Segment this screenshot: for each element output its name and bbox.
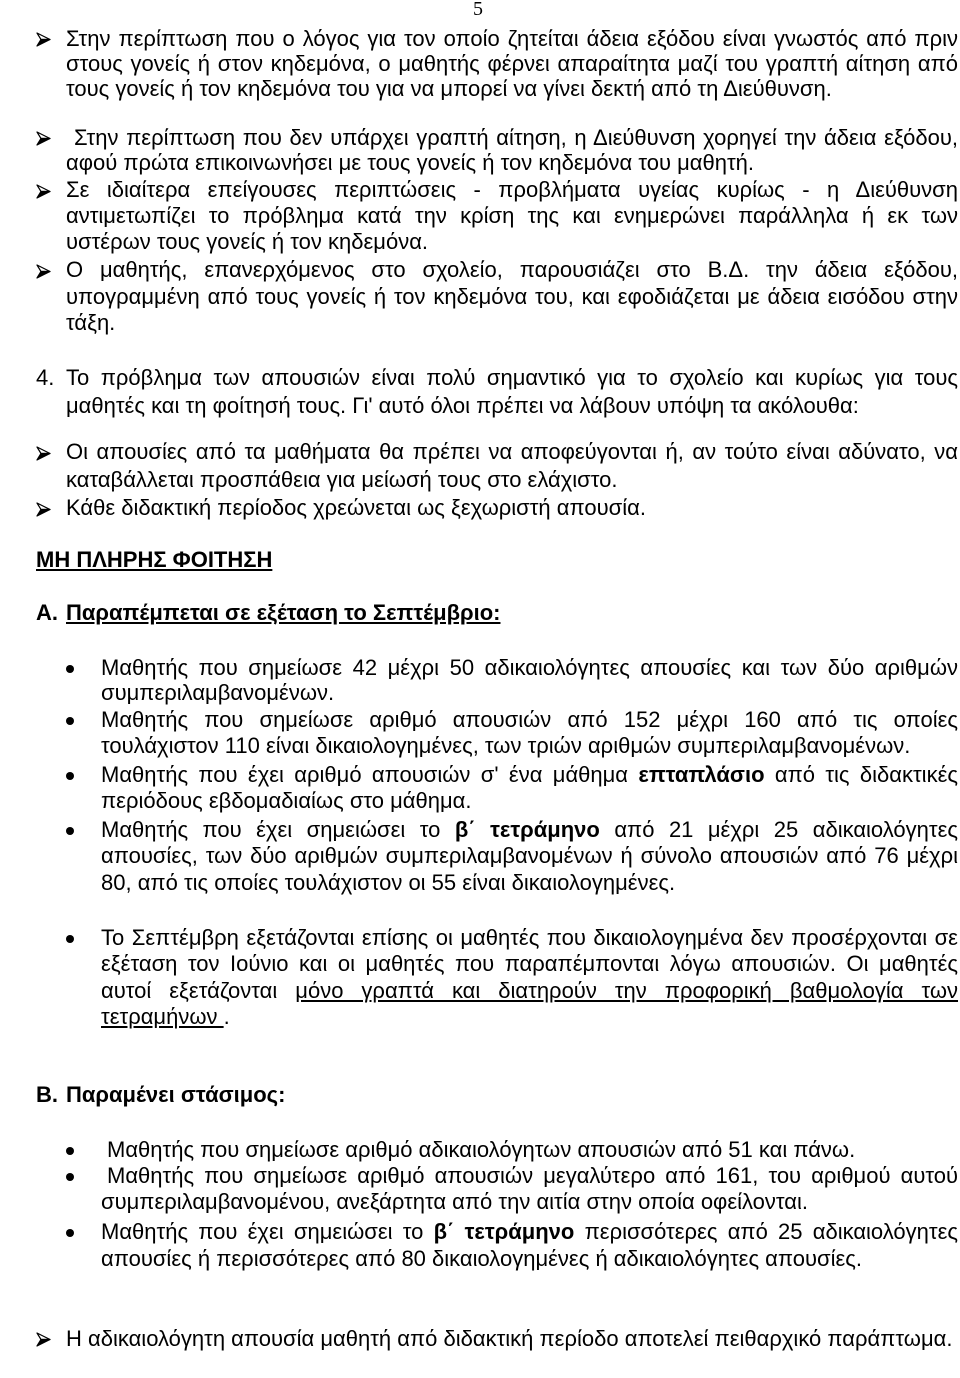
section-letter: Α. <box>36 600 58 625</box>
item-text: περισσότερες από 25 αδικαιολόγητες απουσίες ή περισσότερες από 80 δικαιολογημένες ή αδικαιολόγητες απουσίες. <box>101 1219 958 1271</box>
bullet-text: Σε ιδιαίτερα επείγουσες περιπτώσεις - προβλήματα υγείας κυρίως - η Διεύθυνση αντιμετωπίζει το πρόβλημα κατά την κρίση της και ενημερώνει παράλληλα ή εκ των υστέρων τους γονείς ή τον κηδεμόνα. <box>66 177 958 254</box>
arrowhead-bullet-icon <box>36 32 51 47</box>
paragraph-number: 4. <box>36 365 55 390</box>
section-b-item-3 <box>101 1219 958 1272</box>
dot-bullet-icon <box>66 827 74 835</box>
item-text: . <box>223 1003 230 1029</box>
item-text: Μαθητής που έχει σημειώσει το <box>101 817 455 842</box>
item-text: Μαθητής που έχει αριθμό απουσιών σ' ένα μάθημα <box>101 762 639 787</box>
exit-permit-bullet-3 <box>66 177 958 255</box>
page-number: 5 <box>473 0 483 20</box>
bullet-text: Κάθε διδακτική περίοδος χρεώνεται ως ξεχωριστή απουσία. <box>66 495 646 520</box>
section-a-item-4 <box>101 817 958 896</box>
section-a-item-1 <box>101 655 958 705</box>
emphasis-text: επταπλάσιο <box>638 762 765 787</box>
dot-bullet-icon <box>66 665 74 673</box>
section-a-item-3 <box>101 762 958 814</box>
section-a-item-5 <box>101 925 958 1030</box>
bullet-text: Οι απουσίες από τα μαθήματα θα πρέπει να αποφεύγονται ή, αν τούτο είναι αδύνατο, να καταβάλλεται προσπάθεια για μείωσή τους στο ελάχιστο. <box>66 439 958 492</box>
dot-bullet-icon <box>66 772 74 780</box>
exit-permit-bullet-4 <box>66 257 958 337</box>
dot-bullet-icon <box>66 935 74 943</box>
bullet-text: Στην περίπτωση που ο λόγος για τον οποίο ζητείται άδεια εξόδου είναι γνωστός από πριν στους γονείς ή στον κηδεμόνα, ο μαθητής φέρνει απαραίτητα μαζί του γραπτή αίτηση από τους γονείς ή τον κηδεμόνα του για να μπορεί να γίνει δεκτή από τη Διεύθυνση. <box>66 26 958 101</box>
section-b-title <box>36 1082 285 1108</box>
emphasis-text: β΄ τετράμηνο <box>433 1219 575 1244</box>
item-text: Μαθητής που σημείωσε αριθμό απουσιών από 152 μέχρι 160 από τις οποίες τουλάχιστον 110 είναι δικαιολογημένες, των τριών αριθμών συμπεριλαμβανομένων. <box>101 707 958 758</box>
absences-bullet-1 <box>66 438 958 494</box>
arrowhead-bullet-icon <box>36 131 51 146</box>
section-letter: Β. <box>36 1082 58 1107</box>
section-a-title <box>36 600 500 626</box>
section-a-item-2 <box>101 707 958 759</box>
exit-permit-bullet-1 <box>66 26 958 101</box>
item-text: Μαθητής που έχει σημειώσει το <box>101 1219 434 1244</box>
arrowhead-bullet-icon <box>36 446 51 461</box>
item-text: από τις διδακτικές περιόδους εβδομαδιαίως στο μάθημα. <box>101 762 958 813</box>
item-text: Το Σεπτέμβρη εξετάζονται επίσης οι μαθητές που δικαιολογημένα δεν προσέρχονται σε εξέταση τον Ιούνιο και οι μαθητές που παραπέμπονται λόγω απουσιών. Οι μαθητές αυτοί εξετάζονται <box>101 925 958 1003</box>
dot-bullet-icon <box>66 1147 74 1155</box>
absences-paragraph <box>36 364 958 420</box>
paragraph-text: Το πρόβλημα των απουσιών είναι πολύ σημαντικό για το σχολείο και κυρίως για τους μαθητές και τη φοίτησή τους. Γι' αυτό όλοι πρέπει να λάβουν υπόψη τα ακόλουθα: <box>66 365 958 418</box>
arrowhead-bullet-icon <box>36 184 51 199</box>
section-heading: ΜΗ ΠΛΗΡΗΣ ΦΟΙΤΗΣΗ <box>36 547 273 572</box>
arrowhead-bullet-icon <box>36 264 51 279</box>
arrowhead-bullet-icon <box>36 502 51 517</box>
item-text: Μαθητής που σημείωσε 42 μέχρι 50 αδικαιολόγητες απουσίες και των δύο αριθμών συμπεριλαμβανομένων. <box>101 655 958 705</box>
section-title-text: Παραμένει στάσιμος: <box>66 1082 286 1107</box>
arrowhead-bullet-icon <box>36 1332 51 1347</box>
item-text: από 21 μέχρι 25 αδικαιολόγητες απουσίες, των δύο αριθμών συμπεριλαμβανομένων ή σύνολο απουσιών από 76 μέχρι 80, από τις οποίες τουλάχιστον οι 55 είναι δικαιολογημένες. <box>101 817 958 895</box>
item-text: Μαθητής που σημείωσε αριθμό απουσιών μεγαλύτερο από 161, του αριθμού αυτού συμπεριλαμβανομένου, ανεξάρτητα από την αιτία στην οποία οφείλονται. <box>101 1163 958 1214</box>
bullet-text: Ο μαθητής, επανερχόμενος στο σχολείο, παρουσιάζει στο Β.Δ. την άδεια εξόδου, υπογραμμένη από τους γονείς ή τον κηδεμόνα του, και εφοδιάζεται με άδεια εισόδου στην τάξη. <box>66 257 958 335</box>
absences-bullet-2 <box>66 495 958 521</box>
dot-bullet-icon <box>66 1229 74 1237</box>
final-note-bullet <box>66 1326 958 1351</box>
dot-bullet-icon <box>66 1173 74 1181</box>
exit-permit-bullet-2 <box>66 125 958 175</box>
bullet-text: Στην περίπτωση που δεν υπάρχει γραπτή αίτηση, η Διεύθυνση χορηγεί την άδεια εξόδου, αφού πρώτα επικοινωνήσει με τους γονείς ή τον κηδεμόνα του μαθητή. <box>66 125 958 175</box>
section-title-text: Παραπέμπεται σε εξέταση το Σεπτέμβριο: <box>66 600 501 625</box>
underlined-text: μόνο γραπτά και διατηρούν την προφορική βαθμολογία των τετραμήνων <box>101 977 959 1029</box>
section-b-item-1 <box>101 1137 958 1163</box>
bullet-text: Η αδικαιολόγητη απουσία μαθητή από διδακτική περίοδο αποτελεί πειθαρχικό παράπτωμα. <box>66 1326 953 1351</box>
item-text: Μαθητής που σημείωσε αριθμό αδικαιολόγητων απουσιών από 51 και πάνω. <box>107 1137 856 1162</box>
dot-bullet-icon <box>66 717 74 725</box>
section-b-item-2 <box>101 1163 958 1215</box>
emphasis-text: β΄ τετράμηνο <box>454 817 600 842</box>
